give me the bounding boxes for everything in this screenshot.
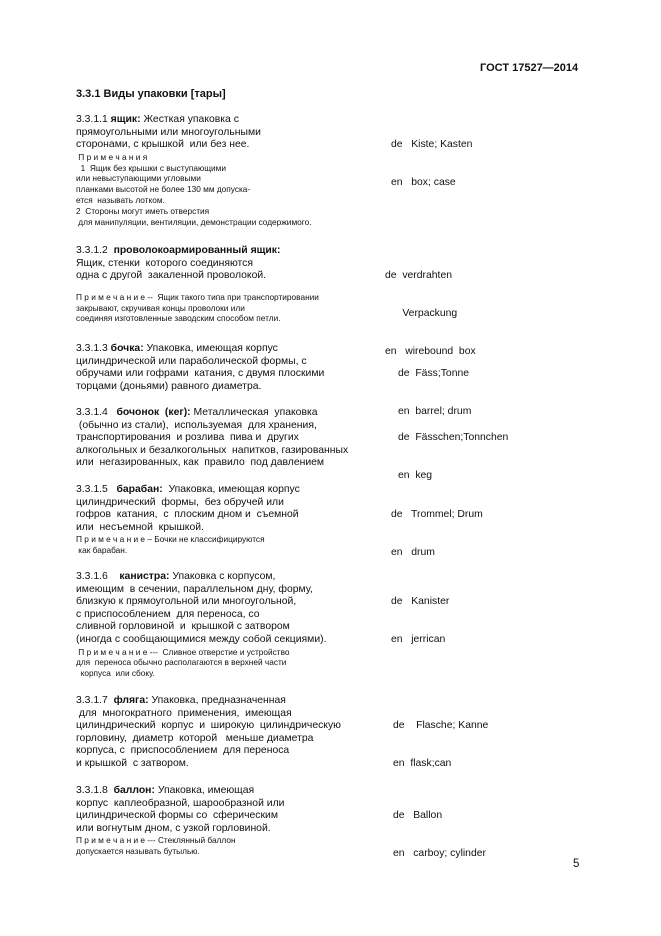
entry-text: с приспособлением для переноса, со [76,608,260,620]
translation-en: en box; case [391,176,456,188]
definition-entry [76,695,396,771]
entry-text: Жесткая упаковка с [143,114,239,125]
entry-note: планками высотой не более 130 мм допуска- [76,184,251,195]
entry-text: Упаковка с корпусом, [172,571,276,582]
entry-text: близкую к прямоугольной или многоугольной, [76,596,297,608]
entry-note: допускается называть бутылью. [76,846,200,857]
definition-entry [76,407,396,470]
definition-entry [76,785,396,857]
definition-entry [76,484,396,556]
translation-de: de Trommel; Drum [391,509,483,521]
translation-en: en wirebound box [385,345,476,357]
entry-text: обручами или гофрами катания, с двумя плоскими [76,368,325,380]
term-translations [391,571,449,672]
translation-de-cont: Verpackung [385,307,458,319]
entry-note: П р и м е ч а н и я [76,151,148,162]
entry-note: 2 Стороны могут иметь отверстия [76,205,210,216]
translation-de: de Fässchen;Tonnchen [398,432,509,444]
translation-en: en carboy; cylinder [393,847,486,859]
definition-entry [76,571,396,679]
entry-number: 3.3.1.2 [76,245,108,256]
entry-text: (иногда с сообщающимися между собой секциями). [76,633,327,645]
entry-note: закрывают, скручивая концы проволоки или [76,302,245,313]
entry-first-line [76,114,396,127]
standard-number: ГОСТ 17527—2014 [480,62,579,74]
entry-text: цилиндрической или параболической формы, с [76,355,307,367]
entry-number: 3.3.1.1 [76,114,108,125]
entry-text: Металлическая упаковка [193,407,318,418]
entry-text: горловину, диаметр которой меньше диаметра [76,732,314,744]
section-title: 3.3.1 Виды упаковки [тары] [76,88,226,100]
entry-text: торцами (доньями) равного диаметра. [76,380,262,392]
entry-text: для многократного применения, имеющая [76,707,292,719]
entry-text: цилиндрический формы, без обручей или [76,496,284,508]
entry-text: цилиндрической формы со сферическим [76,810,278,822]
entry-text: алкогольных и безалкогольных напитков, газированных [76,444,349,456]
entry-note: или невыступающими угловыми [76,173,201,184]
term-translations [393,785,486,886]
entry-text: имеющим в сечении, параллельном дну, форму, [76,583,313,595]
entry-number: 3.3.1.3 [76,343,108,354]
entry-first-line [76,484,396,497]
entry-note: П р и м е ч а н и е --- Сливное отверстие и устройство [76,646,290,657]
entry-text: цилиндрический корпус и широкую цилиндрическую [76,720,341,732]
translation-de: de Kiste; Kasten [391,139,473,151]
entry-text: Ящик, стенки которого соединяются [76,257,253,269]
term-translations [391,484,483,585]
entry-term: баллон: [113,785,155,796]
entry-number: 3.3.1.7 [76,695,108,706]
entry-text: Упаковка, имеющая [157,785,255,796]
entry-text: Упаковка, имеющая корпус [168,484,300,495]
translation-en: en keg [398,469,433,481]
entry-text: корпуса, с приспособлением для переноса [76,745,290,757]
entry-number: 3.3.1.5 [76,484,108,495]
term-translations [391,114,472,215]
entry-first-line [76,571,396,584]
entry-note: корпуса или сбоку. [76,668,155,679]
entry-first-line [76,343,396,356]
entry-text: сливной горловиной и крышкой с затвором [76,621,290,633]
entry-note: П р и м е ч а н и е --- Стеклянный баллон [76,835,236,846]
entry-text: гофров катания, с плоским дном и съемной [76,509,299,521]
entry-text: транспортирования и розлива пива и других [76,432,299,444]
entry-text: Упаковка, предназначенная [151,695,286,706]
definition-entry [76,343,396,393]
translation-de: de Kanister [391,596,450,608]
entry-first-line [76,785,396,798]
entry-term: барабан: [116,484,163,495]
entry-note: П р и м е ч а н и е – Бочки не классифицируются [76,534,265,545]
translation-de: de Fäss;Tonne [398,368,470,380]
translation-en: en flask;can [393,757,452,769]
entry-text: и крышкой с затвором. [76,757,189,769]
term-translations [393,695,488,796]
entry-term: ящик: [110,114,141,125]
entry-first-line [76,245,396,258]
entry-term: бочка: [110,343,144,354]
entry-note: соединяя изготовленные заводским способом петли. [76,313,281,324]
entry-number: 3.3.1.8 [76,785,108,796]
entry-note: 1 Ящик без крышки с выступающими [76,162,227,173]
translation-en: en drum [391,546,435,558]
translation-de: de Ballon [393,810,443,822]
entry-text: (обычно из стали), используемая для хранения, [76,419,317,431]
entry-note: ется называть лотком. [76,194,165,205]
entry-note: для переноса обычно располагаются в верхней части [76,657,287,668]
entry-first-line [76,695,396,708]
entry-term: проволокоармированный ящик: [113,245,281,256]
entry-term: канистра: [119,571,170,582]
entry-text: или вогнутым дном, с узкой горловиной. [76,822,271,834]
translation-en: en jerrican [391,633,446,645]
entry-text: или негазированных, как правило под давлением [76,457,325,469]
entry-text: или несъемной крышкой. [76,521,204,533]
page-number: 5 [573,858,580,870]
entry-term: фляга: [113,695,149,706]
definition-entry [76,245,396,324]
entry-first-line [76,407,396,420]
entry-text: корпус каплеобразной, шарообразной или [76,797,285,809]
translation-de: de Flasche; Kanne [393,720,489,732]
translation-de: de verdrahten [385,270,453,282]
entry-text: прямоугольными или многоугольными [76,126,261,138]
entry-note: для манипуляции, вентиляции, демонстрации содержимого. [76,216,312,227]
entry-text: сторонами, с крышкой или без нее. [76,139,250,151]
entry-note: П р и м е ч а н и е -- Ящик такого типа при транспортировании [76,291,319,302]
entry-number: 3.3.1.6 [76,571,108,582]
entry-text: одна с другой закаленной проволокой. [76,270,267,282]
translation-en: en barrel; drum [398,405,472,417]
entry-note: как барабан. [76,545,128,556]
definition-entry [76,114,396,227]
entry-term: бочонок (кег): [116,407,191,418]
entry-number: 3.3.1.4 [76,407,108,418]
entry-text: Упаковка, имеющая корпус [146,343,278,354]
